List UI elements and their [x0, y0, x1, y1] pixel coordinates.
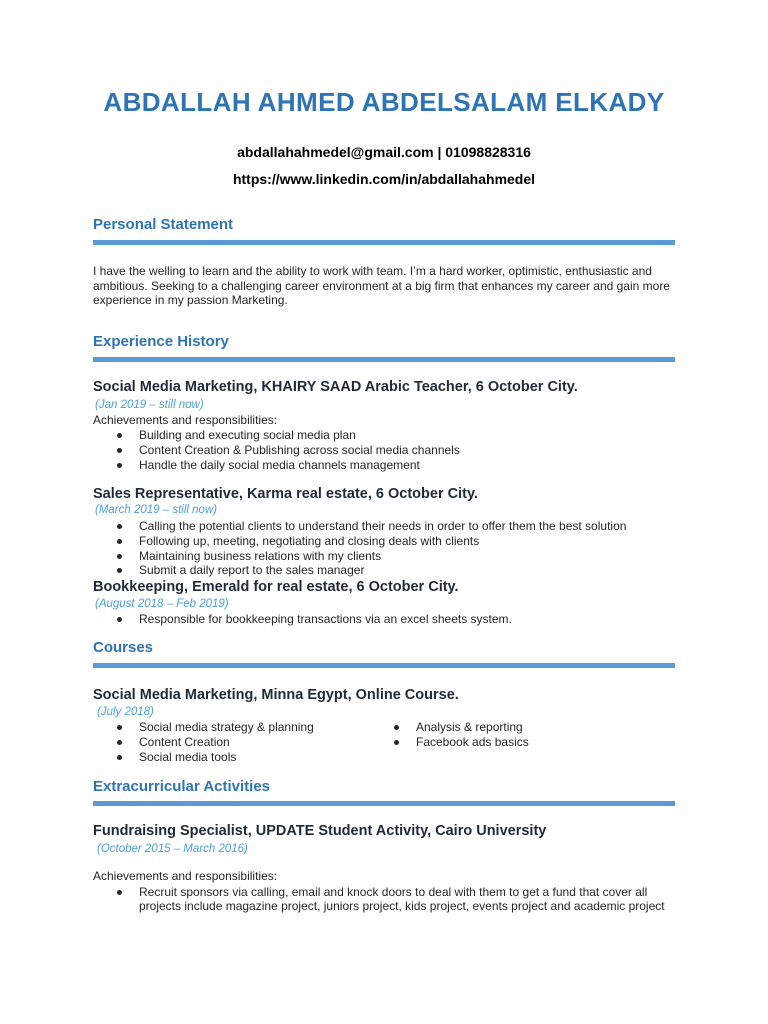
list-item: Content Creation [115, 735, 385, 750]
job-date: (Jan 2019 – still now) [95, 399, 204, 411]
job-title: Social Media Marketing, KHAIRY SAAD Arabic Teacher, 6 October City. [93, 379, 578, 395]
bullet-icon [117, 890, 122, 895]
bullet-icon [117, 463, 122, 468]
bullet-icon [117, 568, 122, 573]
section-divider [93, 663, 675, 668]
list-item: Social media strategy & planning [115, 720, 385, 735]
job-bullet-list [115, 519, 685, 578]
section-title-experience: Experience History [93, 333, 229, 350]
job-date: (August 2018 – Feb 2019) [95, 598, 229, 610]
list-item: Social media tools [115, 750, 385, 765]
course-bullet-list-left [115, 720, 385, 764]
course-date: (July 2018) [97, 706, 154, 718]
personal-statement-text: I have the welling to learn and the ability to work with team. I’m a hard worker, optimistic, enthusiastic and ambitious. Seeking to a challenging career environment at a big firm that enhances my career and gain more experience in my passion Marketing. [93, 264, 670, 307]
bullet-icon [117, 524, 122, 529]
bullet-icon [117, 554, 122, 559]
course-bullet-list-right [392, 720, 672, 750]
activity-title: Fundraising Specialist, UPDATE Student Activity, Cairo University [93, 823, 547, 839]
bullet-icon [117, 433, 122, 438]
bullet-icon [117, 740, 122, 745]
list-item: Maintaining business relations with my clients [115, 549, 685, 564]
bullet-icon [117, 539, 122, 544]
job-date: (March 2019 – still now) [95, 504, 218, 516]
bullet-icon [117, 725, 122, 730]
list-item: Recruit sponsors via calling, email and knock doors to deal with them to get a fund that cover all projects include magazine project, juniors project, kids project, events project and academic project [115, 885, 680, 913]
activity-bullet-list [115, 885, 680, 913]
bullet-icon [394, 740, 399, 745]
job-title: Bookkeeping, Emerald for real estate, 6 October City. [93, 579, 459, 595]
job-bullet-list [115, 428, 685, 472]
list-item: Handle the daily social media channels management [115, 458, 685, 473]
section-divider [93, 240, 675, 245]
activity-intro: Achievements and responsibilities: [93, 869, 278, 883]
list-item: Calling the potential clients to understand their needs in order to offer them the best solution [115, 519, 685, 534]
section-title-courses: Courses [93, 639, 154, 656]
job-bullet-list [115, 612, 685, 627]
bullet-icon [117, 617, 122, 622]
section-title-activities: Extracurricular Activities [93, 778, 271, 795]
linkedin-url: https://www.linkedin.com/in/abdallahahmedel [232, 171, 536, 187]
job-title: Sales Representative, Karma real estate, 6 October City. [93, 486, 478, 502]
list-item: Content Creation & Publishing across social media channels [115, 443, 685, 458]
list-item: Facebook ads basics [392, 735, 672, 750]
bullet-icon [117, 755, 122, 760]
list-item: Submit a daily report to the sales manager [115, 563, 685, 578]
activity-date: (October 2015 – March 2016) [97, 843, 248, 855]
list-item: Responsible for bookkeeping transactions via an excel sheets system. [115, 612, 685, 627]
bullet-icon [394, 725, 399, 730]
contact-line: abdallahahmedel@gmail.com | 01098828316 [237, 144, 531, 160]
job-intro: Achievements and responsibilities: [93, 413, 278, 427]
list-item: Building and executing social media plan [115, 428, 685, 443]
section-divider [93, 801, 675, 806]
bullet-icon [117, 448, 122, 453]
list-item: Analysis & reporting [392, 720, 672, 735]
section-title-personal-statement: Personal Statement [93, 216, 234, 233]
candidate-name: ABDALLAH AHMED ABDELSALAM ELKADY [103, 87, 665, 117]
list-item: Following up, meeting, negotiating and closing deals with clients [115, 534, 685, 549]
course-title: Social Media Marketing, Minna Egypt, Online Course. [93, 687, 459, 703]
section-divider [93, 357, 675, 362]
